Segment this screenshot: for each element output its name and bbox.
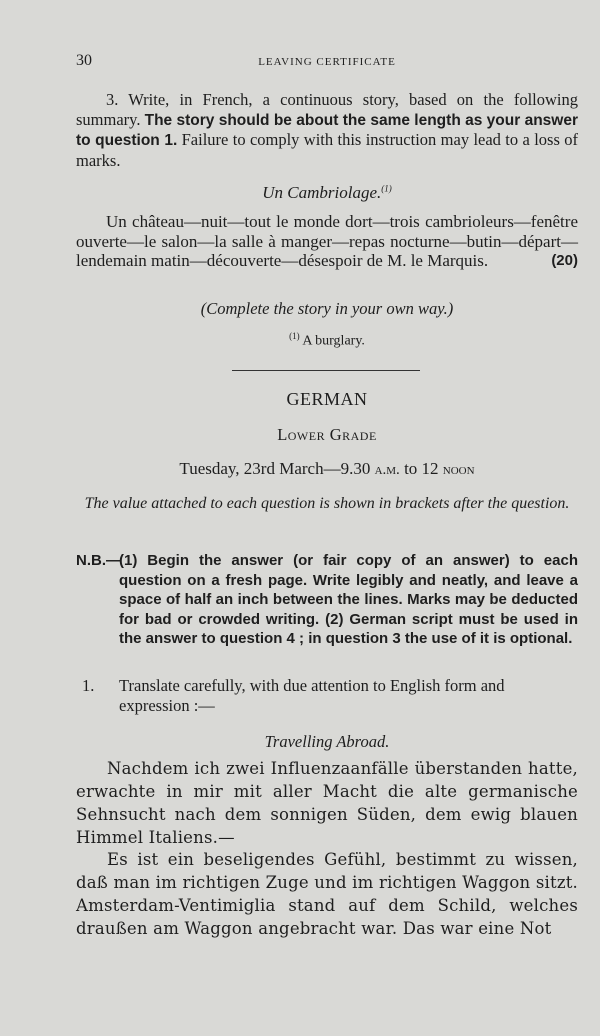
nb-instructions	[76, 551, 578, 649]
page-number: 30	[76, 52, 92, 69]
story-summary-text: Un château—nuit—tout le monde dort—trois cambrioleurs—fenêtre ouverte—le salon—la salle à manger—repas nocturne—butin—départ—lendemain matin—découverte—désespoir de M. le Marquis.	[76, 212, 578, 270]
section-divider	[232, 370, 420, 371]
nb-label: N.B.—	[76, 552, 121, 569]
question-1-text: Translate carefully, with due attention to English form and expression :—	[119, 676, 505, 715]
page-header	[76, 50, 578, 74]
question-3	[76, 90, 578, 170]
exam-date: Tuesday, 23rd March—9.30 a.m. to 12 noon	[179, 459, 475, 478]
footnote: $^{(1)}$ A burglary.	[289, 331, 365, 349]
question-3-intro: 3. Write, in French, a continuous story, based on the following summary.	[76, 90, 578, 129]
story-summary	[76, 212, 578, 271]
story-title: Un Cambriolage.$^{(1)}$	[262, 183, 392, 202]
passage-title: Travelling Abroad.	[264, 732, 390, 751]
nb-text: (1) Begin the answer (or fair copy of an answer) to each question on a fresh page. Write legibly and neatly, and leave a space of half an inch between the lines. Marks may be deducted for bad or crowded writing. (2) German script must be used in the answer to question 4 ; in question 3 the use of it is optional.	[119, 552, 578, 647]
subject-heading: GERMAN	[286, 389, 368, 409]
marks-value: (20)	[551, 252, 578, 269]
german-paragraph-2: Es ist ein beseligendes Gefühl, bestimmt zu wissen, daß man im richtigen Zuge und im richtigen Waggon sitzt. Amsterdam-Ventimiglia stand auf dem Schild, welches draußen am Waggon angebracht war. Das war eine Not	[76, 850, 578, 938]
grade-heading: Lower Grade	[277, 425, 377, 444]
german-paragraph-1: Nachdem ich zwei Influenzaanfälle überstanden hatte, erwachte in mir mit aller Macht die alte germanische Sehnsucht nach dem sonnigen Süden, dem ewig blauen Himmel Italiens.—	[76, 759, 578, 847]
question-1-number: 1.	[82, 676, 95, 695]
running-head: LEAVING CERTIFICATE	[258, 56, 396, 68]
question-3-bold-instruction: The story should be about the same length as your answer to question 1.	[76, 111, 578, 149]
question-1	[76, 676, 578, 715]
question-3-tail: Failure to comply with this instruction may lead to a loss of marks.	[76, 130, 579, 170]
value-note: The value attached to each question is shown in brackets after the question.	[84, 495, 570, 512]
story-instruction: (Complete the story in your own way.)	[200, 299, 454, 318]
footnote-marker: (1)	[381, 183, 392, 194]
